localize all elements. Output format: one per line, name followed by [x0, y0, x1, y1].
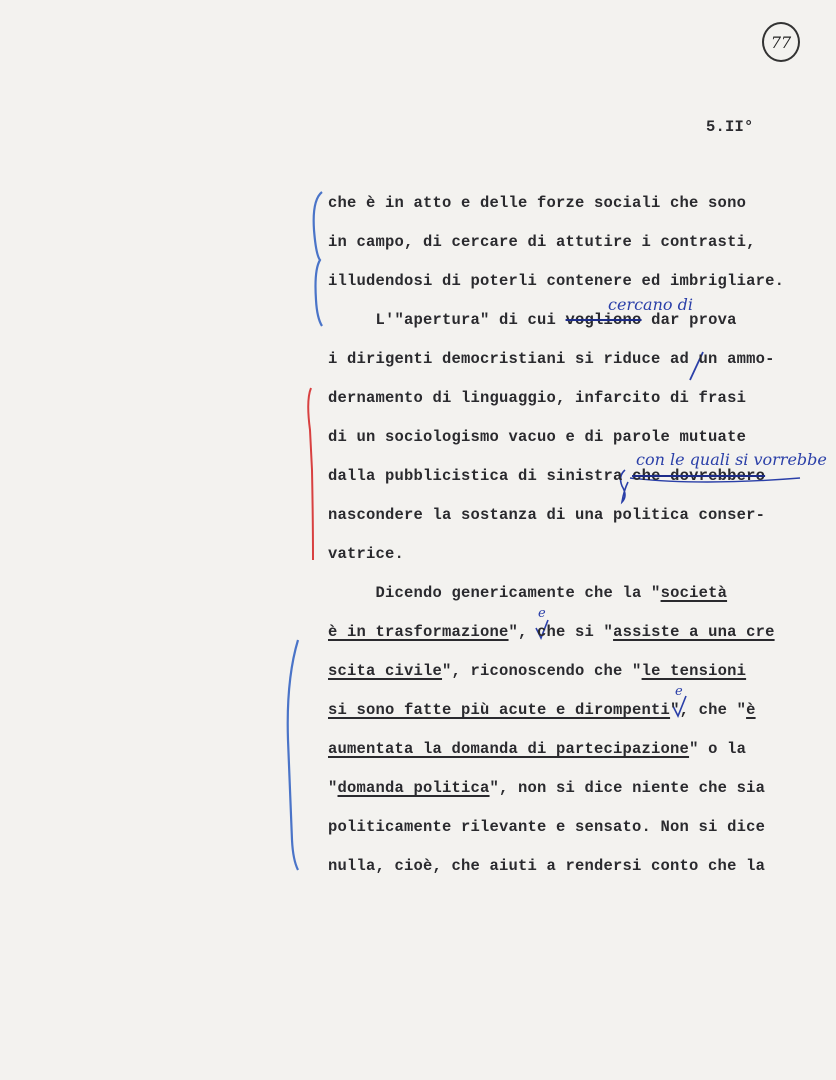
line-14-part-b: ", che " — [670, 701, 747, 719]
text-line-16 — [328, 779, 765, 797]
line-8-part-a: dalla pubblicistica di sinistra — [328, 467, 633, 485]
handwritten-insert-e-1: e — [538, 606, 546, 621]
struck-phrase: che dovrebbero — [632, 467, 766, 485]
text-line-7: di un sociologismo vacuo e di parole mutuate — [328, 428, 747, 446]
text-line-2: in campo, di cercare di attutire i contrasti, — [328, 233, 756, 251]
line-4-part-a: L'"apertura" di cui — [375, 311, 566, 329]
text-line-11 — [328, 584, 727, 602]
text-line-14 — [328, 701, 756, 719]
underlined-societa: società — [660, 584, 728, 602]
text-line-12 — [328, 623, 775, 641]
underlined-trasformazione: è in trasformazione — [328, 623, 509, 641]
line-11-indent — [328, 584, 376, 602]
line-12-part-b: ", che si " — [508, 623, 614, 641]
text-line-5: i dirigenti democristiani si riduce ad un ammo- — [328, 350, 775, 368]
text-line-15 — [328, 740, 746, 758]
underlined-e: è — [746, 701, 756, 719]
underlined-domanda-politica: domanda politica — [337, 779, 490, 797]
reference-code: 5.II° — [706, 118, 754, 136]
circled-page-number: 77 — [762, 22, 800, 62]
line-4-part-c: dar prova — [641, 311, 737, 329]
underlined-assiste: assiste a una cre — [613, 623, 775, 641]
handwritten-insert-e-2: e — [675, 684, 683, 699]
line-16-part-a: " — [328, 779, 338, 797]
underlined-partecipazione: aumentata la domanda di partecipazione — [328, 740, 690, 758]
red-margin-line — [308, 388, 313, 560]
text-line-18: nulla, cioè, che aiuti a rendersi conto che la — [328, 857, 766, 875]
line-15-part-b: " o la — [689, 740, 747, 758]
text-line-9: nascondere la sostanza di una politica conser- — [328, 506, 766, 524]
blue-margin-bracket-bottom — [288, 640, 298, 870]
text-line-1: che è in atto e delle forze sociali che sono — [328, 194, 747, 212]
line-4-indent — [328, 311, 376, 329]
underlined-tensioni: le tensioni — [641, 662, 747, 680]
underlined-scita-civile: scita civile — [328, 662, 443, 680]
handwritten-insert-con-le-quali: con le quali si vorrebbe — [636, 450, 827, 469]
line-16-part-c: ", non si dice niente che sia — [489, 779, 766, 797]
text-line-13 — [328, 662, 746, 680]
struck-word-vogliono: vogliono — [565, 311, 642, 329]
line-13-part-b: ", riconoscendo che " — [442, 662, 642, 680]
line-11-part-a: Dicendo genericamente che la " — [375, 584, 661, 602]
underlined-acute: si sono fatte più acute e dirompenti — [328, 701, 671, 719]
text-line-8 — [328, 467, 765, 485]
handwritten-insert-cercano-di: cercano di — [608, 295, 693, 314]
blue-margin-bracket-top — [314, 192, 322, 326]
text-line-6: dernamento di linguaggio, infarcito di frasi — [328, 389, 747, 407]
text-line-10: vatrice. — [328, 545, 405, 563]
text-line-3: illudendosi di poterli contenere ed imbrigliare. — [328, 272, 785, 290]
text-line-17: politicamente rilevante e sensato. Non si dice — [328, 818, 766, 836]
